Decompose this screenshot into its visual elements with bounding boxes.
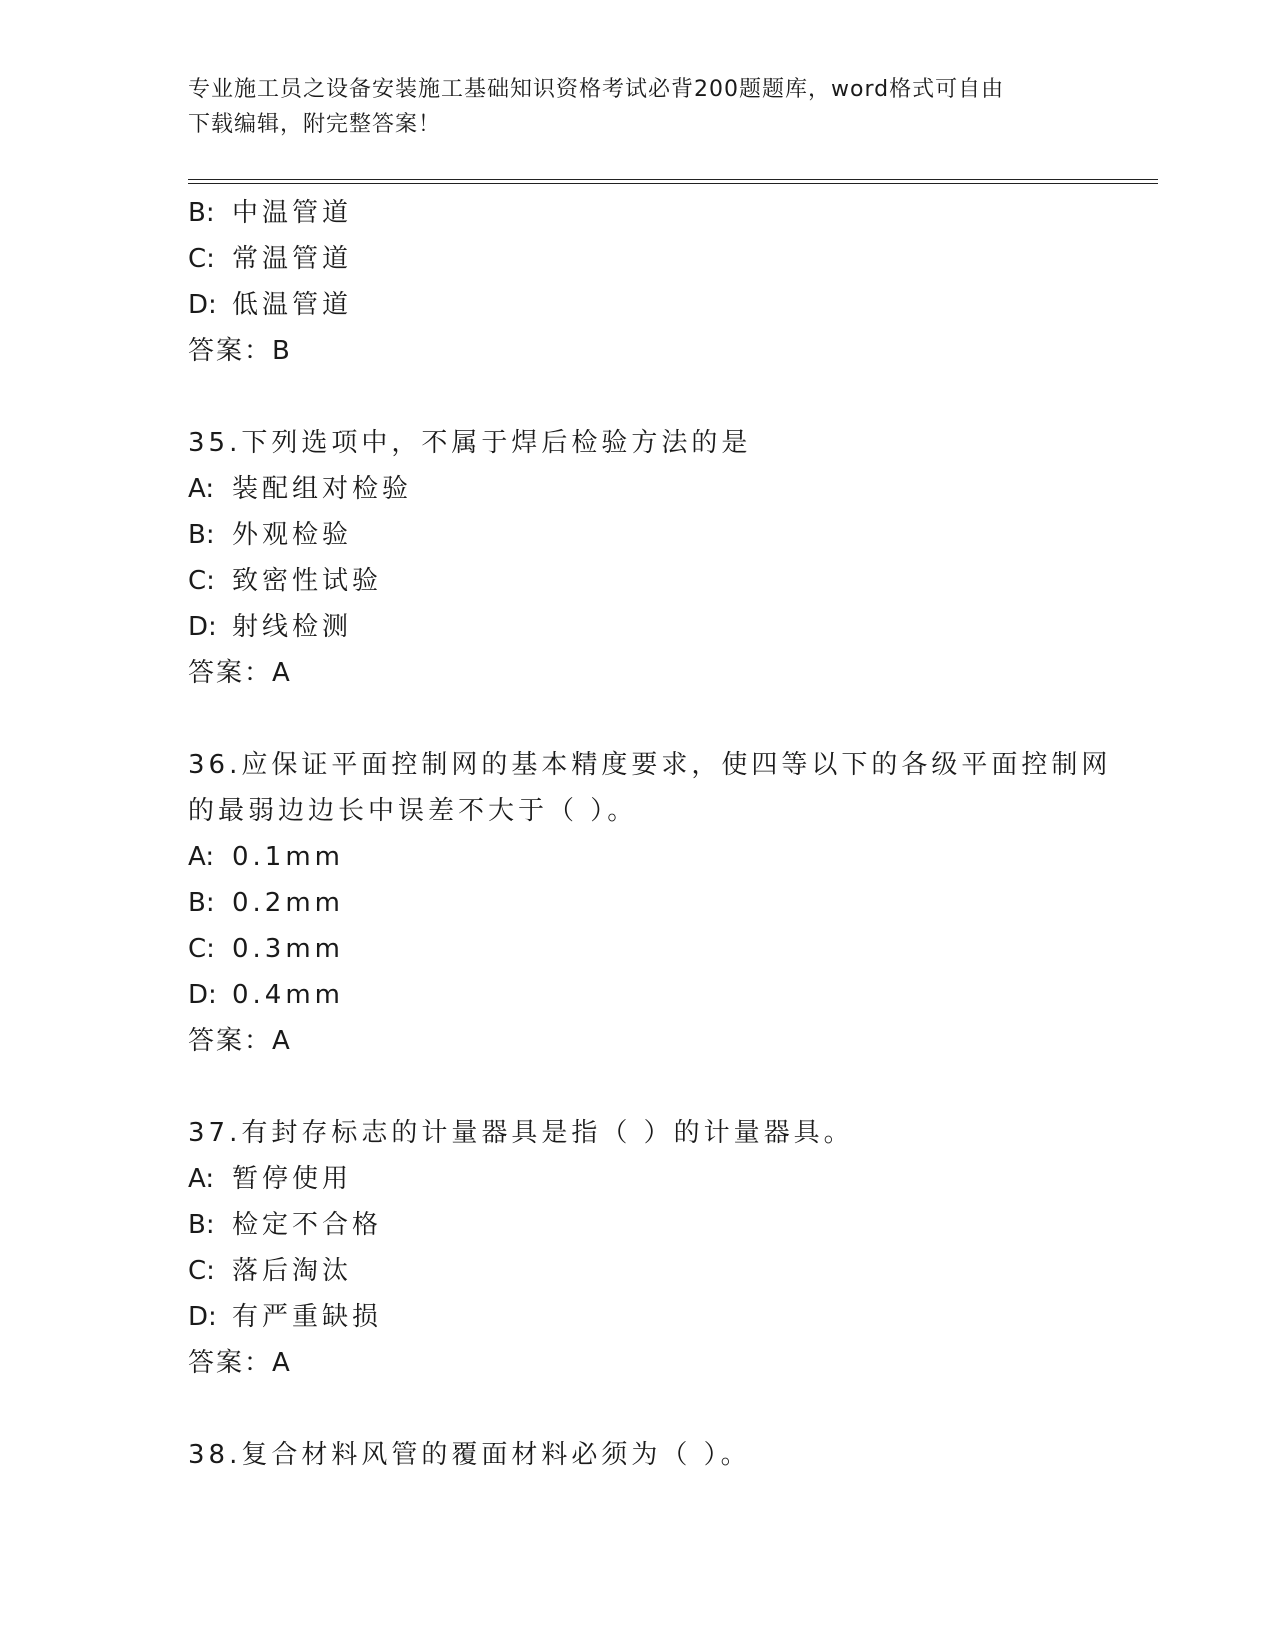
answer: 答案：B [188,336,292,366]
option-c: C: 常温管道 [188,244,353,274]
answer: 答案：A [188,1348,292,1378]
option-d: D: 有严重缺损 [188,1302,383,1332]
header-line-1: 专业施工员之设备安装施工基础知识资格考试必背200题题库，word格式可自由 [188,77,1005,102]
question-text-line-1: 36.应保证平面控制网的基本精度要求，使四等以下的各级平面控制网 [188,750,1112,780]
option-b: B: 外观检验 [188,520,353,550]
option-a: A: 装配组对检验 [188,474,413,504]
question-36 [188,742,1112,1064]
question-text: 37.有封存标志的计量器具是指（ ）的计量器具。 [188,1118,854,1148]
option-d: D: 0.4mm [188,980,345,1010]
question-38 [188,1432,1108,1478]
option-a: A: 暂停使用 [188,1164,353,1194]
option-c: C: 0.3mm [188,934,345,964]
option-d: D: 射线检测 [188,612,353,642]
question-text: 35.下列选项中，不属于焊后检验方法的是 [188,428,752,458]
option-a: A: 0.1mm [188,842,345,872]
question-content [188,190,1112,1478]
option-b: B: 中温管道 [188,198,353,228]
answer: 答案：A [188,658,292,688]
question-37 [188,1110,1108,1386]
header-divider-top [188,179,1158,180]
option-b: B: 检定不合格 [188,1210,383,1240]
header-divider-bottom [188,183,1158,184]
question-text-line-2: 的最弱边边长中误差不大于（ ）。 [188,796,638,826]
option-b: B: 0.2mm [188,888,345,918]
option-d: D: 低温管道 [188,290,353,320]
question-35 [188,420,1108,696]
option-c: C: 落后淘汰 [188,1256,353,1286]
answer: 答案：A [188,1026,292,1056]
question-34 [188,190,1108,374]
document-header [188,72,1088,142]
question-text: 38.复合材料风管的覆面材料必须为（ ）。 [188,1440,751,1470]
option-c: C: 致密性试验 [188,566,383,596]
header-line-2: 下载编辑，附完整答案！ [188,112,442,137]
